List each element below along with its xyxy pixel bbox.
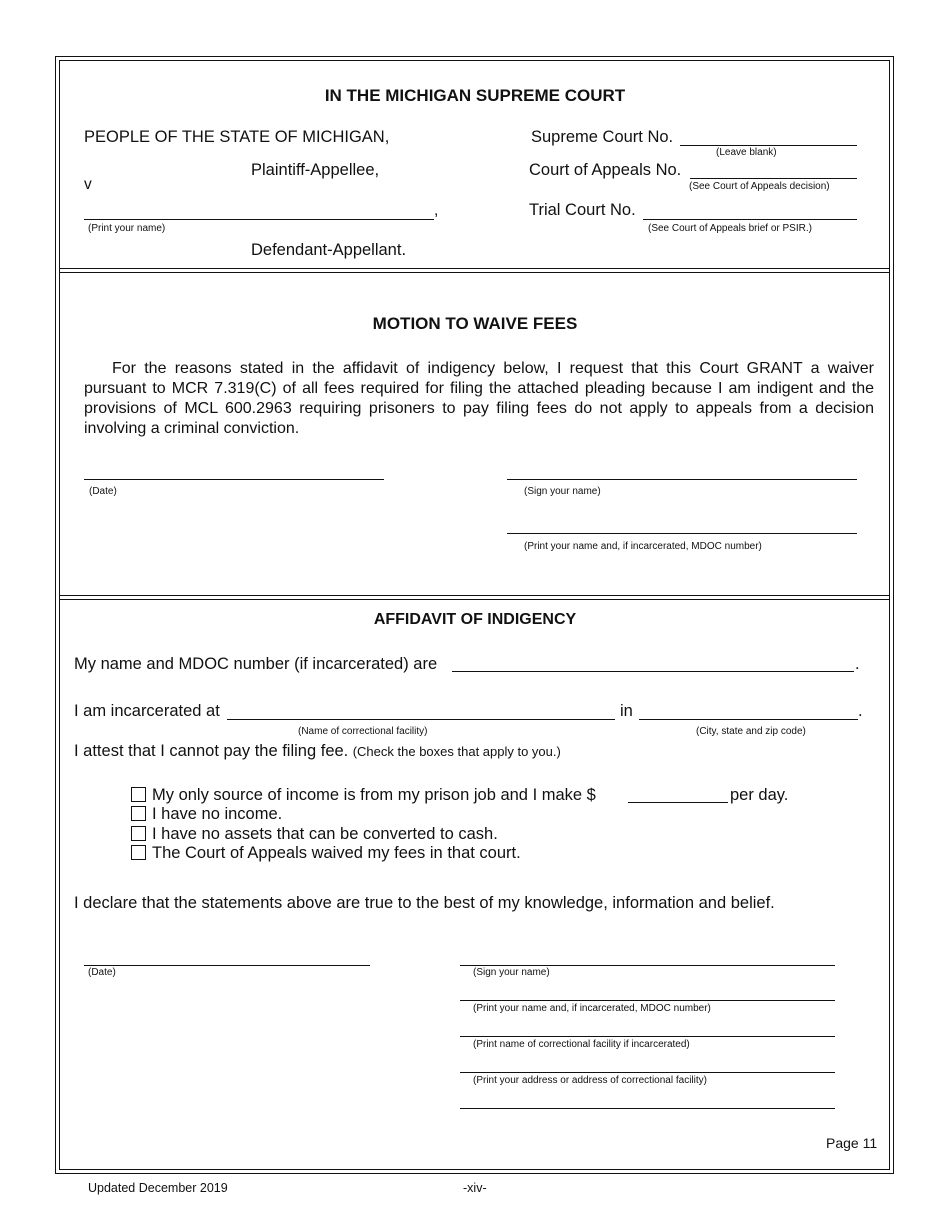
incarcerated-label: I am incarcerated at [74, 702, 220, 720]
option-prison-job: My only source of income is from my prison job and I make $ [152, 786, 596, 804]
motion-date-line[interactable] [84, 479, 384, 480]
incarcerated-period: . [858, 702, 863, 720]
coa-no-label: Court of Appeals No. [529, 161, 682, 179]
option-no-assets: I have no assets that can be converted to cash. [152, 825, 498, 843]
affidavit-name-field[interactable] [452, 671, 854, 672]
coa-no-field[interactable] [690, 178, 857, 179]
trial-court-no-label: Trial Court No. [529, 201, 636, 219]
checkbox-no-income[interactable] [131, 806, 146, 821]
print-name-hint: (Print your name) [88, 223, 166, 234]
trial-court-no-field[interactable] [643, 219, 857, 220]
affidavit-address-line-2[interactable] [460, 1108, 835, 1109]
facility-field[interactable] [227, 719, 615, 720]
affidavit-print-name-hint: (Print your name and, if incarcerated, MDOC number) [473, 1003, 711, 1014]
trial-court-no-hint: (See Court of Appeals brief or PSIR.) [648, 223, 812, 234]
defendant-name-line[interactable] [84, 219, 434, 220]
page-number: Page 11 [826, 1135, 878, 1151]
checkbox-prison-job[interactable] [131, 787, 146, 802]
motion-sign-hint: (Sign your name) [524, 486, 601, 497]
motion-date-hint: (Date) [89, 486, 117, 497]
versus-label: v [84, 176, 92, 193]
attest-note: (Check the boxes that apply to you.) [352, 744, 561, 759]
section-divider-motion [59, 595, 890, 596]
per-day-amount-field[interactable] [628, 802, 728, 803]
city-hint: (City, state and zip code) [696, 726, 806, 737]
affidavit-signature-line[interactable] [460, 965, 835, 966]
affidavit-sign-hint: (Sign your name) [473, 967, 550, 978]
motion-print-name-hint: (Print your name and, if incarcerated, MDOC number) [524, 541, 762, 552]
plaintiff-role: Plaintiff-Appellee, [251, 161, 380, 179]
section-divider-caption-2 [59, 272, 890, 273]
affidavit-facility-line[interactable] [460, 1036, 835, 1037]
affidavit-address-hint: (Print your address or address of correctional facility) [473, 1075, 707, 1086]
supreme-court-no-field[interactable] [680, 145, 857, 146]
section-divider-caption [59, 268, 890, 269]
affidavit-facility-hint: (Print name of correctional facility if incarcerated) [473, 1039, 690, 1050]
section-divider-motion-2 [59, 599, 890, 600]
coa-no-hint: (See Court of Appeals decision) [689, 181, 830, 192]
option-prison-job-suffix: per day. [730, 786, 789, 804]
declaration: I declare that the statements above are true to the best of my knowledge, information and belief. [74, 894, 775, 912]
plaintiff-name: PEOPLE OF THE STATE OF MICHIGAN, [84, 128, 390, 146]
attest-line [74, 742, 561, 761]
updated-date: Updated December 2019 [88, 1181, 228, 1195]
defendant-comma: , [434, 202, 439, 219]
motion-signature-line[interactable] [507, 479, 857, 480]
checkbox-coa-waived[interactable] [131, 845, 146, 860]
affidavit-name-label: My name and MDOC number (if incarcerated) are [74, 655, 438, 673]
affidavit-address-line[interactable] [460, 1072, 835, 1073]
supreme-court-no-label: Supreme Court No. [531, 128, 674, 146]
defendant-role: Defendant-Appellant. [251, 241, 407, 259]
checkbox-no-assets[interactable] [131, 826, 146, 841]
court-title: IN THE MICHIGAN SUPREME COURT [324, 86, 626, 105]
option-no-income: I have no income. [152, 805, 283, 823]
affidavit-print-name-line[interactable] [460, 1000, 835, 1001]
supreme-court-no-hint: (Leave blank) [716, 147, 777, 158]
option-coa-waived: The Court of Appeals waived my fees in that court. [152, 844, 521, 862]
affidavit-date-hint: (Date) [88, 967, 116, 978]
motion-body: For the reasons stated in the affidavit of indigency below, I request that this Court GRANT a waiver pursuant to MCR 7.319(C) of all fees required for filing the attached pleading because I am indigent and the provisions of MCL 600.2963 requiring prisoners to pay filing fees do not apply to appeals from a decision involving a criminal conviction. [84, 360, 874, 437]
roman-page-number: -xiv- [463, 1181, 487, 1195]
attest-main: I attest that I cannot pay the filing fee. [74, 742, 349, 760]
motion-title: MOTION TO WAIVE FEES [372, 314, 578, 333]
affidavit-date-line[interactable] [84, 965, 370, 966]
in-label: in [620, 702, 633, 720]
facility-hint: (Name of correctional facility) [298, 726, 428, 737]
city-field[interactable] [639, 719, 858, 720]
affidavit-title: AFFIDAVIT OF INDIGENCY [373, 611, 577, 628]
motion-print-name-line[interactable] [507, 533, 857, 534]
affidavit-name-period: . [855, 655, 860, 673]
